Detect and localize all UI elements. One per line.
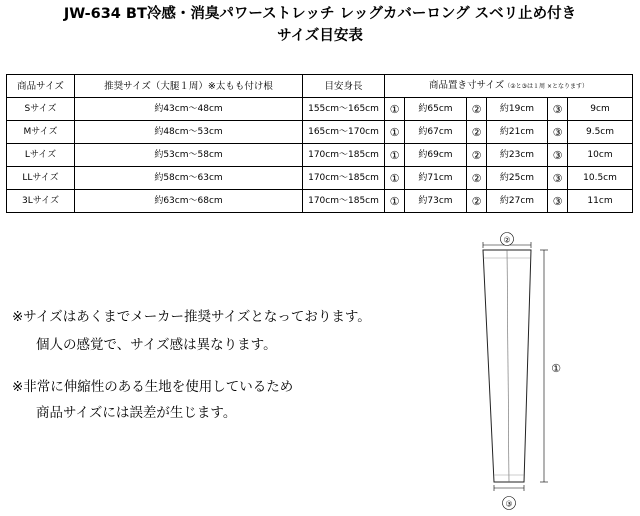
height-cell: 165cm～170cm [303,121,385,144]
marker-3-cell: ③ [548,144,568,167]
leg-cover-shape [483,250,531,482]
marker-3-cell: ③ [548,167,568,190]
top-width-value-cell: 約27cm [487,190,548,213]
note-line-2: 個人の感覚で、サイズ感は異なります。 [36,337,277,353]
length-dimension [540,250,563,482]
top-width-value-cell: 約25cm [487,167,548,190]
size-cell: LLサイズ [7,167,75,190]
note-line-4: 商品サイズには誤差が生じます。 [36,405,237,421]
top-width-value-cell: 約19cm [487,98,548,121]
length-value-cell: 約73cm [405,190,467,213]
note-line-3: ※非常に伸縮性のある生地を使用しているため [12,379,294,395]
size-cell: 3Lサイズ [7,190,75,213]
recommended-size-cell: 約43cm～48cm [75,98,303,121]
bottom-width-value-cell: 10cm [568,144,633,167]
dimension-1-label: ① [551,362,561,375]
bottom-width-value-cell: 10.5cm [568,167,633,190]
table-header-row [7,75,633,98]
header-height: 目安身長 [303,75,385,98]
marker-2-cell: ② [467,121,487,144]
bottom-width-value-cell: 9.5cm [568,121,633,144]
size-cell: Lサイズ [7,144,75,167]
table-row [7,121,633,144]
length-value-cell: 約65cm [405,98,467,121]
marker-3-cell: ③ [548,98,568,121]
header-size: 商品サイズ [7,75,75,98]
top-width-value-cell: 約23cm [487,144,548,167]
length-value-cell: 約67cm [405,121,467,144]
height-cell: 170cm～185cm [303,167,385,190]
bottom-width-value-cell: 11cm [568,190,633,213]
dimension-2-label: ② [503,235,511,245]
table-row [7,167,633,190]
header-flat-size [385,75,633,98]
size-cell: Mサイズ [7,121,75,144]
leg-cover-diagram [470,228,590,514]
width-top-dimension [483,233,531,249]
table-row [7,144,633,167]
marker-2-cell: ② [467,144,487,167]
marker-2-cell: ② [467,167,487,190]
marker-1-cell: ① [385,98,405,121]
note-line-1: ※サイズはあくまでメーカー推奨サイズとなっております。 [12,309,371,325]
size-table-body [7,75,633,213]
header-recommended: 推奨サイズ（大腿１周）※太もも付け根 [75,75,303,98]
marker-2-cell: ② [467,190,487,213]
marker-1-cell: ① [385,167,405,190]
width-bottom-dimension [494,485,524,510]
marker-1-cell: ① [385,121,405,144]
dimension-3-label: ③ [505,499,513,509]
size-table [6,74,633,213]
bottom-width-value-cell: 9cm [568,98,633,121]
height-cell: 170cm～185cm [303,190,385,213]
marker-3-cell: ③ [548,121,568,144]
recommended-size-cell: 約53cm～58cm [75,144,303,167]
marker-3-cell: ③ [548,190,568,213]
height-cell: 155cm～165cm [303,98,385,121]
header-flat-note: （②と③は１周 ×となります） [504,83,588,90]
top-width-value-cell: 約21cm [487,121,548,144]
product-title: JW-634 BT冷感・消臭パワーストレッチ レッグカバーロング スベリ止め付き [63,6,577,22]
recommended-size-cell: 約58cm～63cm [75,167,303,190]
length-value-cell: 約71cm [405,167,467,190]
recommended-size-cell: 約63cm～68cm [75,190,303,213]
recommended-size-cell: 約48cm～53cm [75,121,303,144]
marker-1-cell: ① [385,144,405,167]
length-value-cell: 約69cm [405,144,467,167]
marker-2-cell: ② [467,98,487,121]
header-flat-main: 商品置き寸サイズ [429,80,505,91]
size-chart-title: サイズ目安表 [277,28,363,44]
marker-1-cell: ① [385,190,405,213]
height-cell: 170cm～185cm [303,144,385,167]
table-row [7,190,633,213]
size-cell: Sサイズ [7,98,75,121]
table-row [7,98,633,121]
